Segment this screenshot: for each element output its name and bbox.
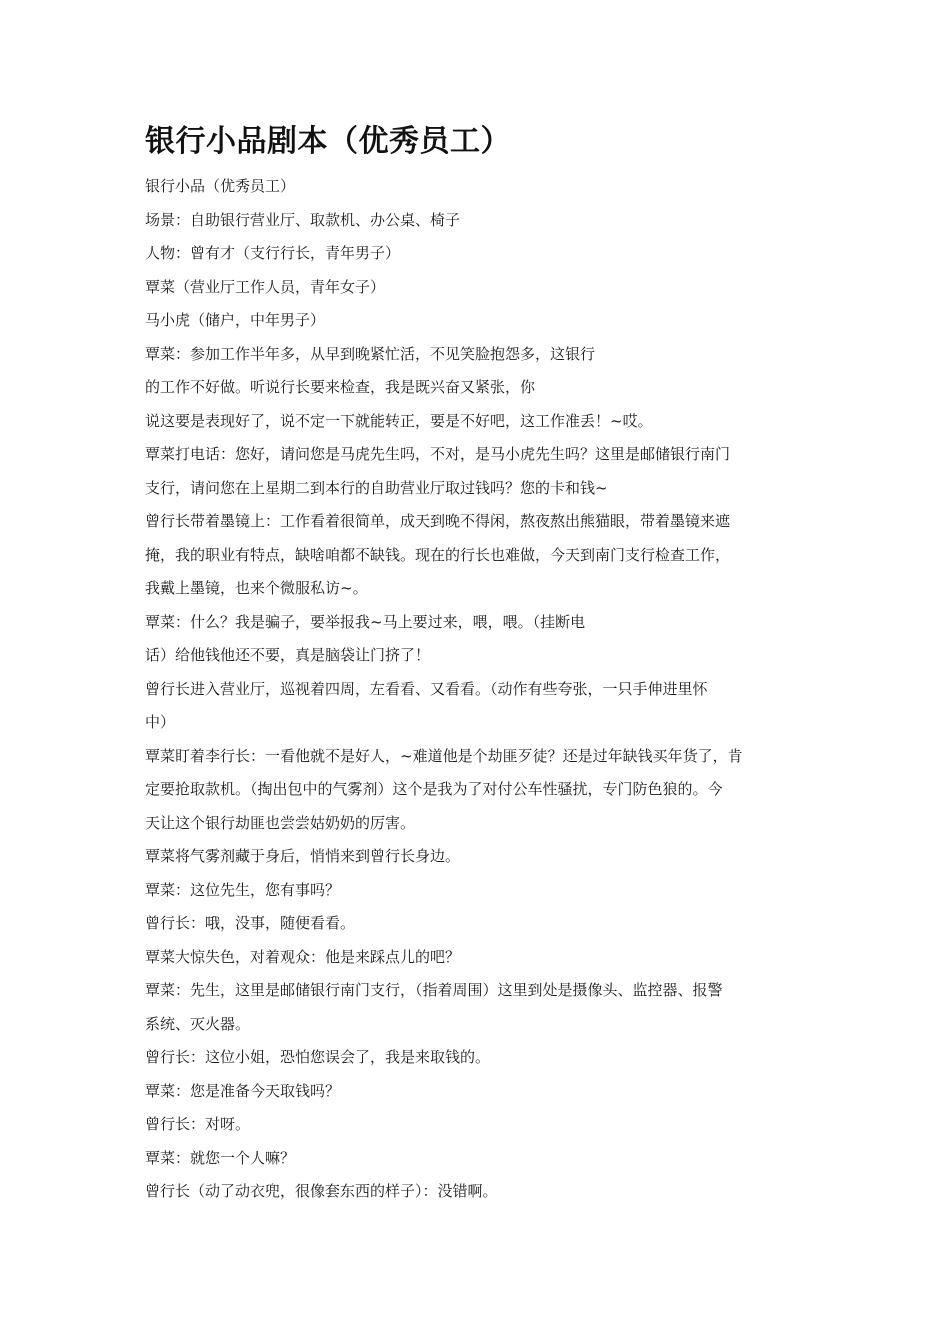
text-line: 话）给他钱他还不要，真是脑袋让门挤了！ (145, 646, 431, 664)
text-line: 马小虎（储户，中年男子） (145, 311, 326, 329)
text-line: 曾行长带着墨镜上：工作看着很简单，成天到晚不得闲，熬夜熬出熊猫眼，带着墨镜来遮 (145, 512, 731, 530)
text-line: 掩，我的职业有特点，缺啥咱都不缺钱。现在的行长也难做，今天到南门支行检查工作， (145, 545, 731, 564)
text-line: 覃菜：这位先生，您有事吗？ (145, 880, 341, 899)
text-line: 曾行长：哦，没事，随便看看。 (145, 914, 356, 932)
text-line: 我戴上墨镜，也来个微服私访~。 (145, 579, 368, 597)
text-line: 覃菜盯着李行长：一看他就不是好人，~难道他是个劫匪歹徒？还是过年缺钱买年货了，肯 (145, 746, 743, 765)
text-line: 覃菜将气雾剂藏于身后，悄悄来到曾行长身边。 (145, 847, 461, 865)
text-line: 人物：曾有才（支行行长，青年男子） (145, 244, 401, 262)
text-line: 覃菜（营业厅工作人员，青年女子） (145, 277, 386, 296)
text-line: 曾行长：这位小姐，恐怕您误会了，我是来取钱的。 (145, 1048, 491, 1066)
text-line: 支行，请问您在上星期二到本行的自助营业厅取过钱吗？您的卡和钱~ (145, 478, 608, 497)
text-line: 天让这个银行劫匪也尝尝姑奶奶的厉害。 (145, 813, 416, 832)
text-line: 场景：自助银行营业厅、取款机、办公桌、椅子 (145, 210, 461, 229)
text-line: 银行小品（优秀员工） (145, 177, 296, 195)
text-line: 覃菜大惊失色，对着观众：他是来踩点儿的吧？ (145, 947, 461, 966)
text-line: 的工作不好做。听说行长要来检查，我是既兴奋又紧张，你 (145, 378, 536, 396)
text-line: 覃菜：您是准备今天取钱吗？ (145, 1081, 341, 1100)
text-line: 说这要是表现好了，说不定一下就能转正，要是不好吧，这工作准丢！~哎。 (145, 411, 653, 430)
text-line: 覃菜：就您一个人嘛？ (145, 1148, 296, 1167)
text-line: 曾行长进入营业厅，巡视着四周，左看看、又看看。（动作有些夸张，一只手伸进里怀 (145, 679, 708, 698)
text-line: 中） (145, 713, 176, 731)
text-line: 曾行长：对呀。 (145, 1115, 251, 1133)
document-body (145, 170, 813, 1209)
text-line: 系统、灭火器。 (145, 1014, 251, 1033)
text-line: 覃菜：什么？我是骗子，要举报我~马上要过来，喂，喂。（挂断电 (145, 612, 586, 631)
text-line: 定要抢取款机。（掏出包中的气雾剂）这个是我为了对付公车性骚扰，专门防色狼的。今 (145, 780, 723, 798)
text-line: 覃菜：参加工作半年多，从早到晚紧忙活，不见笑脸抱怨多，这银行 (145, 344, 596, 363)
text-line: 覃菜打电话：您好，请问您是马虎先生吗，不对，是马小虎先生吗？这里是邮储银行南门 (145, 445, 731, 463)
text-line: 覃菜：先生，这里是邮储银行南门支行，（指着周围）这里到处是摄像头、监控器、报警 (145, 981, 723, 999)
text-line: 曾行长（动了动衣兜，很像套东西的样子）：没错啊。 (145, 1182, 498, 1200)
document-title: 银行小品剧本（优秀员工） (145, 124, 511, 159)
